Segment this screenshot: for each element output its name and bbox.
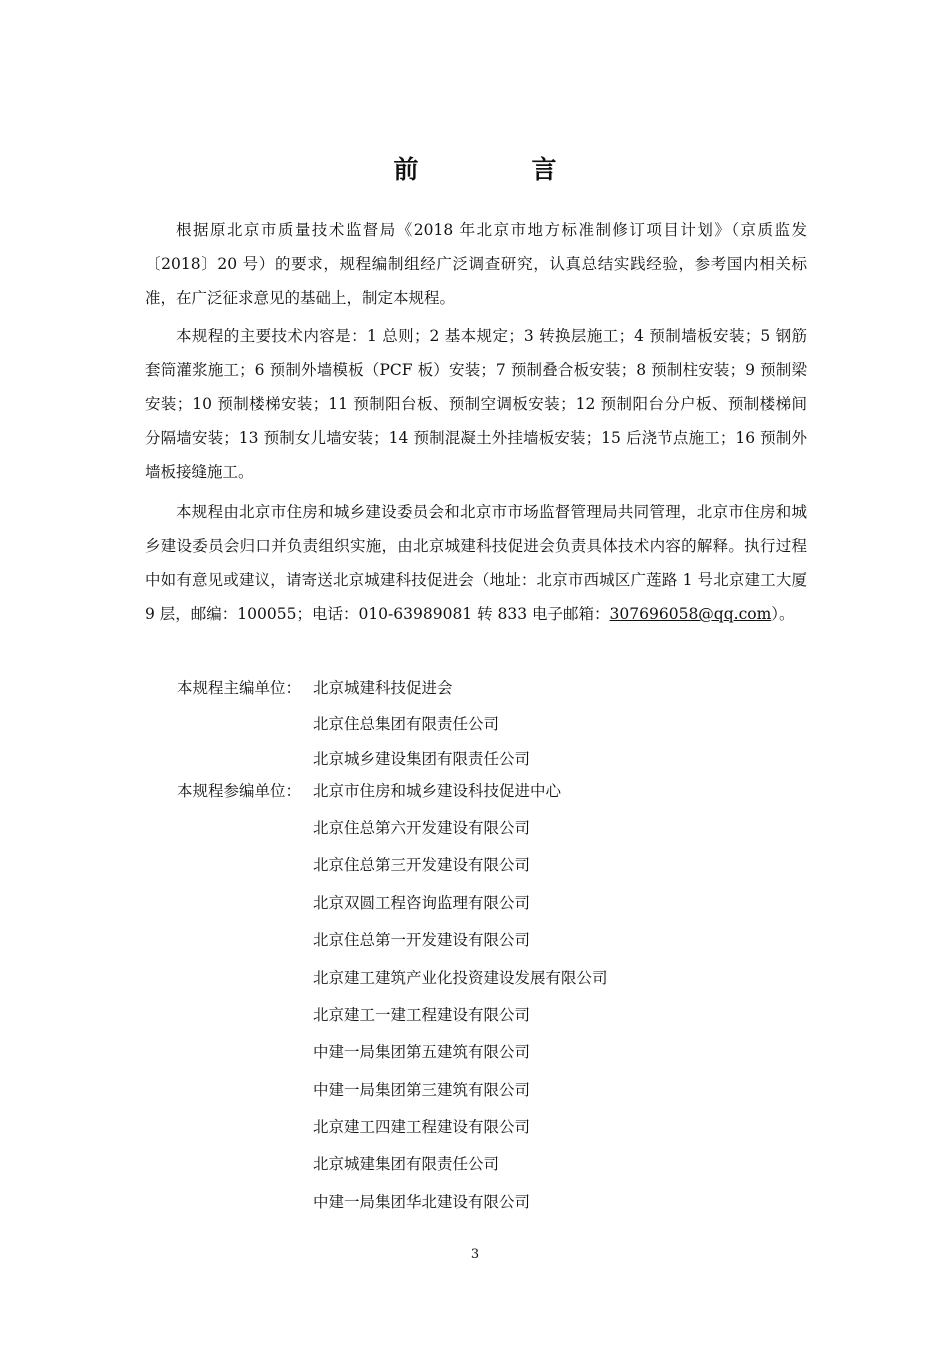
participant-unit: 北京建工四建工程建设有限公司 [313, 1118, 531, 1136]
paragraph-basis: 根据原北京市质量技术监督局《2018 年北京市地方标准制修订项目计划》（京质监发〔2018〕20 号）的要求，规程编制组经广泛调查研究，认真总结实践经验，参考国内相关标准，在广泛征求意见的基础上，制定本规程。 [145, 221, 807, 307]
participant-unit: 北京住总第三开发建设有限公司 [313, 856, 531, 874]
chief-editor-label: 本规程主编单位： [177, 679, 302, 697]
participant-unit: 北京建工建筑产业化投资建设发展有限公司 [313, 969, 608, 987]
participant-unit: 北京建工一建工程建设有限公司 [313, 1006, 531, 1024]
page-title: 前 言 [393, 155, 601, 184]
administration-text: 本规程由北京市住房和城乡建设委员会和北京市市场监督管理局共同管理，北京市住房和城乡建设委员会归口并负责组织实施，由北京城建科技促进会负责具体技术内容的解释。执行过程中如有意见或建议，请寄送北京城建科技促进会（地址：北京市西城区广莲路 1 号北京建工大厦 9 层，邮编：100055；电话：010-63989081 转 833 电子邮箱： [145, 503, 807, 623]
participant-unit: 北京城建集团有限责任公司 [313, 1155, 500, 1173]
participant-unit: 中建一局集团华北建设有限公司 [313, 1193, 531, 1211]
participant-unit: 中建一局集团第五建筑有限公司 [313, 1043, 531, 1061]
participant-unit: 北京市住房和城乡建设科技促进中心 [313, 782, 562, 800]
participant-unit: 北京住总第一开发建设有限公司 [313, 931, 531, 949]
email-suffix: ）。 [771, 605, 795, 623]
participant-label: 本规程参编单位： [177, 782, 302, 800]
paragraph-contents: 本规程的主要技术内容是：1 总则；2 基本规定；3 转换层施工；4 预制墙板安装；5 钢筋套筒灌浆施工；6 预制外墙模板（PCF 板）安装；7 预制叠合板安装；8 预制柱安装；9 预制梁安装；10 预制楼梯安装；11 预制阳台板、预制空调板安装；12 预制阳台分户板、预制楼梯间分隔墙安装；13 预制女儿墙安装；14 预制混凝土外挂墙板安装；15 后浇节点施工；16 预制外墙板接缝施工。 [145, 327, 807, 481]
page-number: 3 [470, 1247, 480, 1262]
chief-editor-unit: 北京城乡建设集团有限责任公司 [313, 750, 531, 768]
email-link[interactable]: 307696058@qq.com [609, 605, 772, 623]
paragraph-administration [145, 495, 807, 631]
chief-editor-unit: 北京住总集团有限责任公司 [313, 715, 500, 733]
participant-unit: 北京双圆工程咨询监理有限公司 [313, 894, 531, 912]
chief-editor-unit: 北京城建科技促进会 [313, 679, 453, 697]
participant-unit: 北京住总第六开发建设有限公司 [313, 819, 531, 837]
participant-unit: 中建一局集团第三建筑有限公司 [313, 1081, 531, 1099]
